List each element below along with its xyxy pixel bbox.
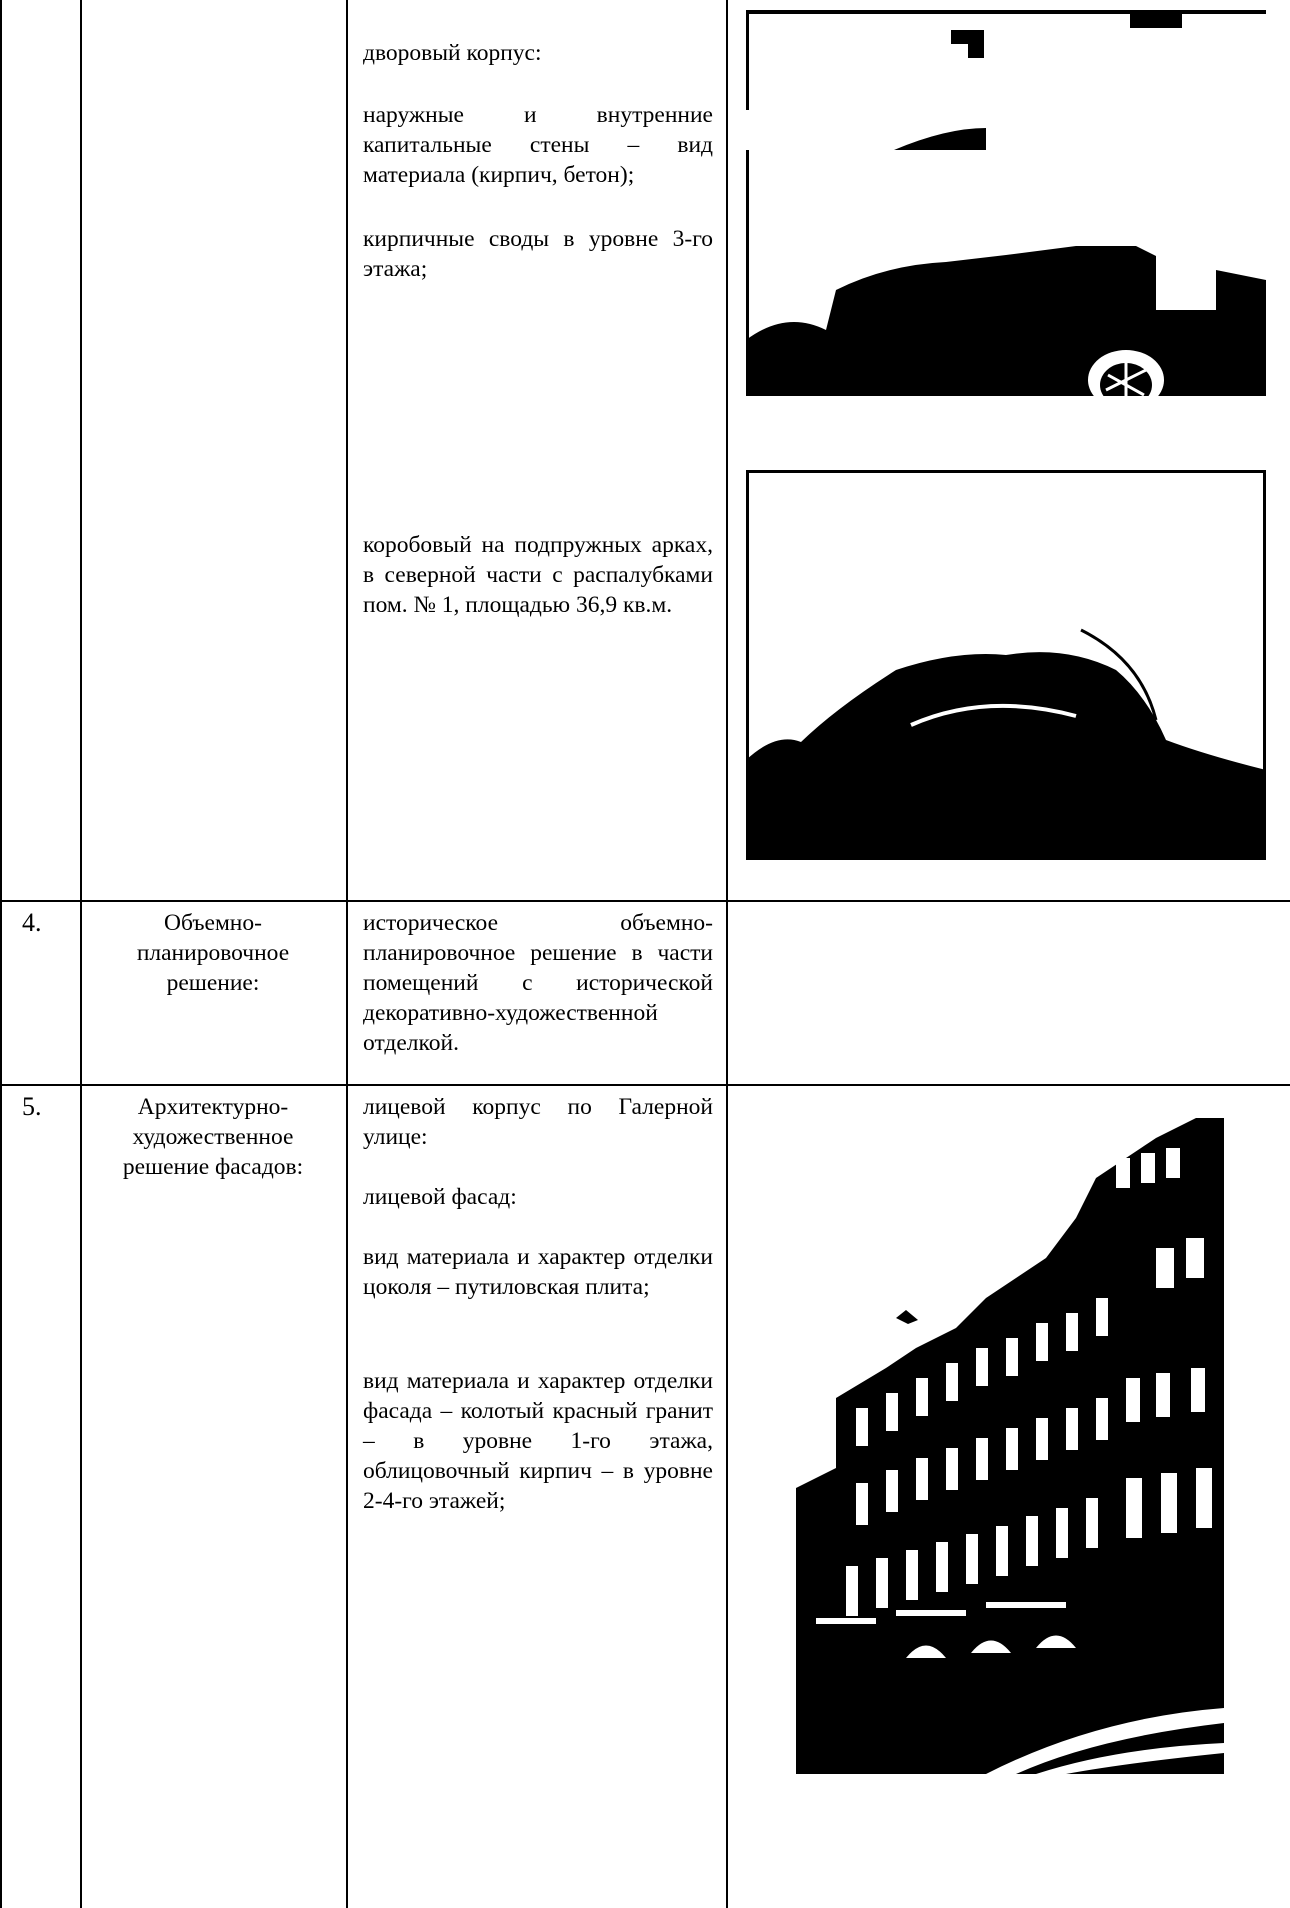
row-number-text: 5. <box>22 1092 42 1121</box>
description-paragraph: историческое объемно-планировочное решение в части помещений с исторической декоративно-художественной отделкой. <box>363 910 713 1056</box>
description-paragraph: лицевой фасад: <box>363 1184 517 1210</box>
vault-photo-1 <box>746 10 1266 396</box>
table-column-divider <box>80 0 82 1908</box>
description-paragraph: кирпичные своды в уровне 3-го этажа; <box>363 226 713 282</box>
table-border-left <box>0 0 2 1908</box>
description-paragraph: дворовый корпус: <box>363 40 542 66</box>
table-cell-description <box>363 1182 713 1212</box>
table-cell-description <box>363 1366 713 1516</box>
table-cell-description <box>363 100 713 190</box>
table-row-divider <box>0 1084 1290 1086</box>
table-column-divider <box>346 0 348 1908</box>
description-paragraph: наружные и внутренние капитальные стены – вид материала (кирпич, бетон); <box>363 102 713 188</box>
table-column-divider <box>726 0 728 1908</box>
table-cell-description <box>363 908 713 1058</box>
description-paragraph: лицевой корпус по Галерной улице: <box>363 1094 713 1150</box>
table-cell-name <box>100 1092 326 1182</box>
table-cell-name <box>100 908 326 998</box>
row-name-text: Объемно-планировочное решение: <box>136 910 290 996</box>
facade-photo <box>796 1098 1224 1774</box>
row-number-text: 4. <box>22 908 42 937</box>
description-paragraph: вид материала и характер отделки цоколя – путиловская плита; <box>363 1244 713 1300</box>
row-number <box>22 1092 72 1122</box>
table-row-divider <box>0 900 1290 902</box>
description-paragraph: коробовый на подпружных арках, в северной части с распалубками пом. № 1, площадью 36,9 кв.м. <box>363 532 713 618</box>
table-cell-description <box>363 1092 713 1152</box>
table-cell-description <box>363 1242 713 1302</box>
table-cell-description <box>363 224 713 284</box>
description-paragraph: вид материала и характер отделки фасада – колотый красный гранит – в уровне 1-го этажа, облицовочный кирпич – в уровне 2-4-го этажей; <box>363 1368 713 1514</box>
row-name-text: Архитектурно-художественное решение фасадов: <box>122 1094 304 1180</box>
row-number <box>22 908 72 938</box>
table-cell-description <box>363 38 713 68</box>
table-cell-description <box>363 530 713 620</box>
vault-photo-2 <box>746 470 1266 860</box>
